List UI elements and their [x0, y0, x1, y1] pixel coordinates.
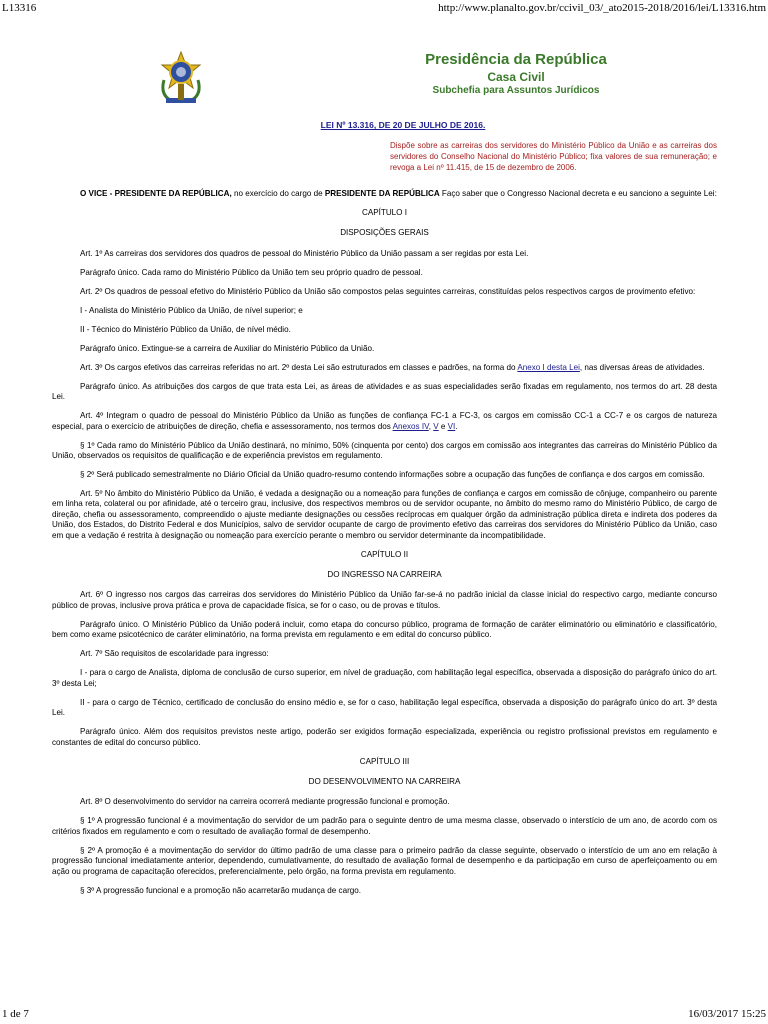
chapter-title: DO DESENVOLVIMENTO NA CARREIRA [308, 776, 461, 786]
paragraph: § 3º A progressão funcional e a promoção não acarretarão mudança de cargo. [80, 885, 362, 895]
item: I - Analista do Ministério Público da União, de nível superior; e [80, 305, 303, 315]
print-timestamp: 16/03/2017 15:25 [688, 1008, 766, 1020]
article [52, 411, 717, 432]
article [52, 363, 717, 373]
masthead-subtitle: Casa Civil [487, 70, 545, 84]
print-header-title: L13316 [2, 2, 37, 14]
print-header [2, 2, 766, 18]
paragraph: § 1º Cada ramo do Ministério Público da União destinará, no mínimo, 50% (cinquenta por cento) dos cargos em comissão aos integrantes das carreiras do Ministério Público da União, observados os requisitos de qualificação e de experiência previstos em regulamento. [52, 440, 717, 461]
item: I - para o cargo de Analista, diploma de conclusão de curso superior, em nível de graduação, com habilitação legal específica, observada a disposição do parágrafo único do art. 3º desta Lei; [52, 668, 717, 688]
chapter-heading: CAPÍTULO I [362, 208, 407, 217]
ementa: Dispõe sobre as carreiras dos servidores do Ministério Público da União e as carreiras dos servidores do Conselho Nacional do Ministério Público; fixa valores de sua remuneração; e revoga a Lei nº 11.415, de 15 de dezembro de 2006. [390, 141, 717, 172]
article-text: , [428, 421, 434, 431]
masthead [156, 50, 766, 110]
paragraph: § 2º A promoção é a movimentação do servidor do último padrão de uma classe para o primeiro padrão da classe seguinte, observado o interstício de um ano em relação à progressão funcional imediatamente anterior, dependendo, cumulativamente, do resultado de avaliação formal de desempenho e da participação em curso de aperfeiçoamento ou em ação ou programa de capacitação oferecidos, preferencialmente, pelo órgão, na forma prevista em regulamento. [52, 845, 717, 876]
preamble-text-1: no exercício do cargo de [231, 189, 325, 198]
anexo-i-link[interactable]: Anexo I desta Lei [517, 362, 580, 372]
paragraph: § 1º A progressão funcional é a movimentação do servidor de um padrão para o seguinte dentro de uma mesma classe, observado o interstício de um ano, de acordo com os critérios fixados em regulamento e com o resultado de avaliação formal de desempenho. [52, 816, 717, 836]
article: Art. 8º O desenvolvimento do servidor na carreira ocorrerá mediante progressão funcional e promoção. [80, 797, 450, 807]
paragraph: Parágrafo único. O Ministério Público da União poderá incluir, como etapa do concurso público, programa de formação de caráter eliminatório ou eliminatório e classificatório, bem como exame psicotécnico de caráter eliminatório, na forma prevista em regulamento e em edital do concurso público. [52, 619, 717, 640]
paragraph: Parágrafo único. Cada ramo do Ministério Público da União tem seu próprio quadro de pessoal. [80, 267, 423, 277]
preamble [52, 189, 717, 199]
paragraph: § 2º Será publicado semestralmente no Diário Oficial da União quadro-resumo contendo informações sobre a ocupação das funções de confiança e dos cargos em comissão. [80, 470, 705, 480]
law-body [52, 189, 717, 905]
masthead-title: Presidência da República [425, 51, 607, 68]
law-title-row [0, 115, 768, 133]
item: II - Técnico do Ministério Público da União, de nível médio. [80, 324, 291, 334]
masthead-unit: Subchefia para Assuntos Jurídicos [432, 85, 600, 96]
article: Art. 6º O ingresso nos cargos das carreiras dos servidores do Ministério Público da União far-se-á no padrão inicial da classe inicial do respectivo cargo, mediante concurso público de provas, inclusive prova prática e prova de capacidade física, se for o caso, ou de provas e títulos. [52, 590, 717, 610]
article-text: Art. 3º Os cargos efetivos das carreiras referidas no art. 2º desta Lei são estruturados em classes e padrões, na forma do [80, 362, 518, 372]
preamble-bold-1: O VICE - PRESIDENTE DA REPÚBLICA, [80, 189, 232, 198]
article: Art. 1º As carreiras dos servidores dos quadros de pessoal do Ministério Público da União passam a ser regidas por esta Lei. [80, 248, 529, 258]
chapter-title: DISPOSIÇÕES GERAIS [340, 228, 429, 238]
law-title-link[interactable]: LEI Nº 13.316, DE 20 DE JULHO DE 2016. [320, 120, 486, 130]
preamble-text-2: Faço saber que o Congresso Nacional decreta e eu sanciono a seguinte Lei: [439, 189, 717, 198]
article-text: , nas diversas áreas de atividades. [579, 362, 705, 372]
article-text: Art. 4º Integram o quadro de pessoal do Ministério Público da União as funções de confiança FC-1 a FC-3, os cargos em comissão CC-1 a CC-7 e os cargos de natureza especial, para o exercício de atribuições de direção, chefia e assessoramento, nos termos dos [52, 411, 717, 431]
item: II - para o cargo de Técnico, certificado de conclusão do ensino médio e, se for o caso, habilitação legal específica, observada a disposição do parágrafo único do art. 3º desta Lei. [52, 697, 717, 718]
paragraph: Parágrafo único. As atribuições dos cargos de que trata esta Lei, as áreas de atividades e as suas especialidades serão fixadas em regulamento, nos termos do art. 28 desta Lei. [52, 381, 717, 402]
anexo-iv-link[interactable]: Anexos IV [392, 421, 429, 431]
article: Art. 5º No âmbito do Ministério Público da União, é vedada a designação ou a nomeação para funções de confiança e cargos em comissão de cônjuge, companheiro ou parente em linha reta, colateral ou por afinidade, até o terceiro grau, inclusive, dos respectivos membros ou de servidor ocupante, no âmbito do mesmo ramo do Ministério Público, de cargo de direção, chefia ou assessoramento, compreendido o ajuste mediante designações ou cessões recíprocas em qualquer órgão da administração pública direta e indireta dos poderes da União, dos Estados, do Distrito Federal e dos Municípios, salvo de servidor ocupante de cargo de provimento efetivo das carreiras dos servidores do Ministério Público da União, caso em que a vedação é restrita à designação ou nomeação para exercício perante o membro ou servidor determinante da incompatibilidade. [52, 489, 717, 540]
print-header-url: http://www.planalto.gov.br/ccivil_03/_ato2015-2018/2016/lei/L13316.htm [438, 2, 766, 14]
anexo-v-link[interactable]: V [433, 421, 439, 431]
page-counter: 1 de 7 [2, 1008, 29, 1020]
chapter-heading: CAPÍTULO III [359, 756, 410, 766]
print-footer [2, 1004, 766, 1020]
paragraph: Parágrafo único. Além dos requisitos previstos neste artigo, poderão ser exigidos formação especializada, experiência ou registro profissional previstos em regulamento e constantes de edital do concurso público. [52, 727, 717, 747]
chapter-heading: CAPÍTULO II [360, 549, 409, 559]
anexo-vi-link[interactable]: VI [447, 421, 456, 431]
article: Art. 7º São requisitos de escolaridade para ingresso: [80, 649, 269, 659]
paragraph: Parágrafo único. Extingue-se a carreira de Auxiliar do Ministério Público da União. [80, 343, 375, 353]
article-text: e [438, 421, 448, 431]
article: Art. 2º Os quadros de pessoal efetivo do Ministério Público da União são compostos pelas seguintes carreiras, constituídas pelos respectivos cargos de provimento efetivo: [80, 286, 696, 296]
chapter-title: DO INGRESSO NA CARREIRA [327, 570, 442, 580]
preamble-bold-2: PRESIDENTE DA REPÚBLICA [324, 189, 440, 198]
article-text: . [455, 421, 458, 431]
